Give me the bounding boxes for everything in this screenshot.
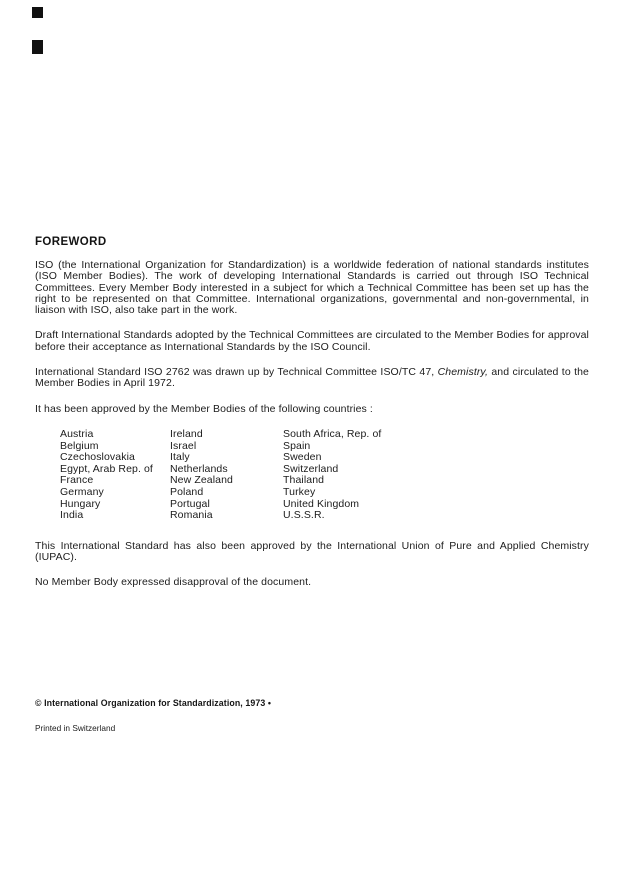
country-item: Egypt, Arab Rep. of [60,462,153,475]
country-item: India [60,509,84,522]
paragraph-iupac-approval: This International Standard has also been approved by the International Union of Pure and Applied Chemistry (IUPAC). [35,539,589,564]
footer-printed-in: Printed in Switzerland [35,723,116,733]
country-item: Portugal [170,497,210,510]
country-item: Romania [170,509,213,522]
page-content [35,236,589,603]
heading-foreword: FOREWORD [35,236,107,248]
country-item: U.S.S.R. [283,509,325,522]
country-item: South Africa, Rep. of [283,427,382,440]
country-item: Ireland [170,427,203,440]
country-item: Austria [60,427,94,440]
country-item: Turkey [283,485,316,498]
country-item: United Kingdom [283,497,360,510]
country-item: Sweden [283,451,322,464]
registration-mark [32,40,43,54]
country-item: Czechoslovakia [60,451,135,464]
country-column-2 [170,429,283,522]
paragraph-standard-origin-before: International Standard ISO 2762 was drawn up by Technical Committee ISO/TC 47, [35,366,438,379]
country-item: Thailand [283,474,325,487]
paragraph-draft-standards: Draft International Standards adopted by the Technical Committees are circulated to the Member Bodies for approval before their acceptance as International Standards by the ISO Council. [35,329,589,353]
paragraph-no-disapproval: No Member Body expressed disapproval of the document. [35,576,312,589]
country-item: France [60,474,94,487]
paragraph-iso-federation: ISO (the International Organization for Standardization) is a worldwide federation of national standards institutes (ISO Member Bodies). The work of developing International Standards is carried out through ISO Technical Committees. Every Member Body interested in a subject for which a Technical Committee has been set up has the right to be represented on that Committee. International organizations, governmental and non-governmental, in liaison with ISO, also take part in the work. [35,259,589,317]
registration-mark [32,7,43,18]
countries-list [60,429,589,522]
country-item: Germany [60,485,104,498]
country-item: Spain [283,439,311,452]
country-item: Israel [170,439,197,452]
paragraph-standard-origin-after: and circulated to the Member Bodies in April 1972. [35,366,589,390]
country-item: Switzerland [283,462,339,475]
country-item: New Zealand [170,474,233,487]
country-item: Netherlands [170,462,228,475]
country-item: Hungary [60,497,101,510]
country-column-1 [60,429,170,522]
paragraph-standard-origin [35,367,589,390]
paragraph-standard-origin-committee-name: Chemistry, [437,366,489,379]
footer-copyright: © International Organization for Standardization, 1973 • [35,698,272,708]
country-item: Italy [170,451,190,464]
country-item: Belgium [60,439,99,452]
country-column-3 [283,429,589,522]
country-item: Poland [170,485,204,498]
paragraph-approval-intro: It has been approved by the Member Bodies of the following countries : [35,402,373,415]
